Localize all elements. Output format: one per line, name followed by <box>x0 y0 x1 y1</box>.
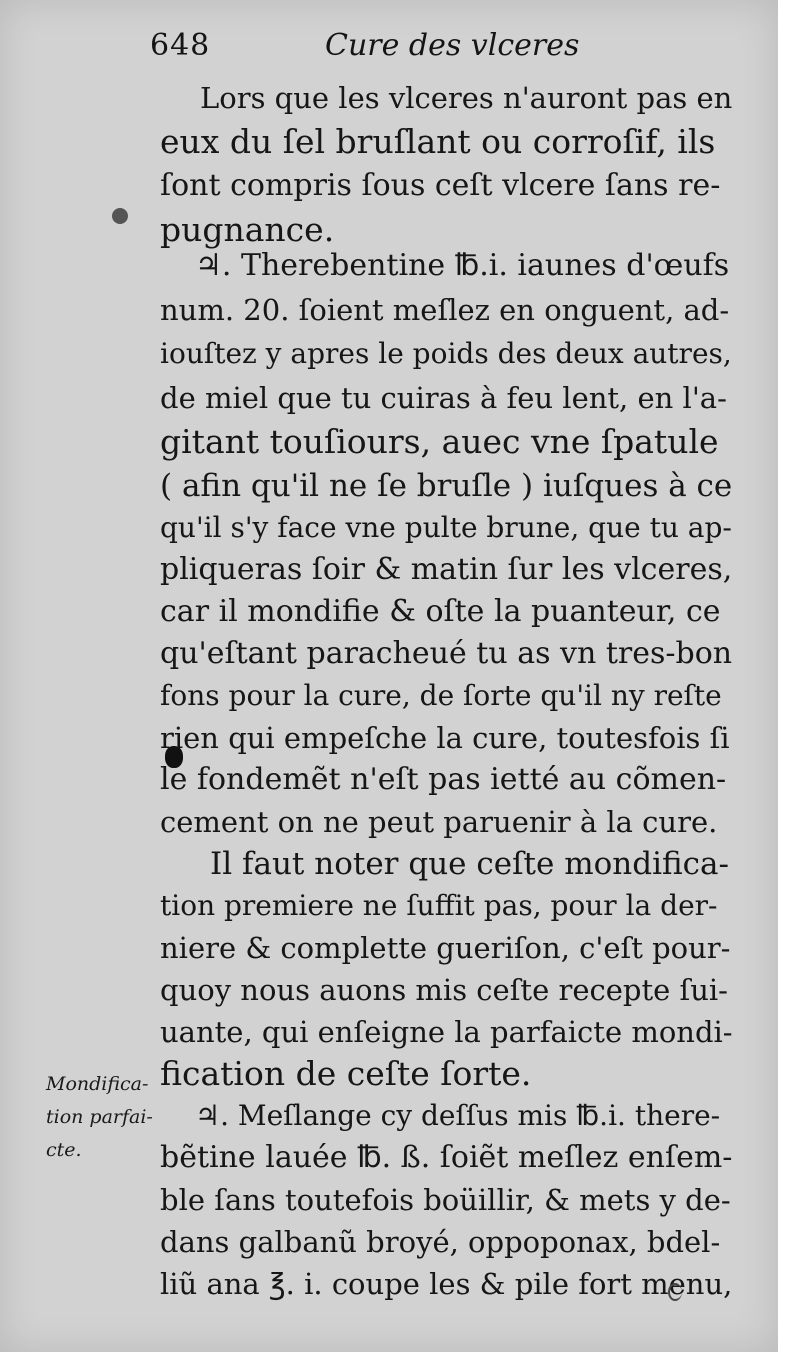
running-title: Cure des vlceres <box>325 28 580 63</box>
page-number: 648 <box>150 28 211 63</box>
text-line: de miel que tu cuiras à feu lent, en l'a- <box>160 381 727 415</box>
margin-note <box>46 1068 166 1167</box>
text-line: num. 20. ſoient meſlez en onguent, ad- <box>160 293 730 327</box>
text-line: qu'eſtant paracheué tu as vn tres-bon <box>160 636 733 671</box>
text-line: pugnance. <box>160 210 335 249</box>
text-line: ( afin qu'il ne ſe bruſle ) iuſques à ce <box>160 468 733 504</box>
text-line: tion premiere ne ſuffit pas, pour la der- <box>160 889 718 922</box>
text-line: car il mondifie & oſte la puanteur, ce <box>160 594 721 629</box>
text-line: rien qui empeſche la cure, toutesfois ſi <box>160 721 730 755</box>
text-line: eux du ſel bruſlant ou corroſif, ils <box>160 122 716 161</box>
text-line: dans galbanũ broyé, oppoponax, bdel- <box>160 1225 721 1259</box>
text-line: uante, qui enſeigne la parfaicte mondi- <box>160 1015 733 1049</box>
text-line: Lors que les vlceres n'auront pas en <box>200 81 733 115</box>
text-line: bẽtine lauée ℔. ß. ſoiẽt meſlez enſem- <box>160 1140 733 1175</box>
text-line: cement on ne peut paruenir à la cure. <box>160 805 718 839</box>
text-line: iouſtez y apres le poids des deux autres, <box>160 337 732 370</box>
text-line: Il faut noter que ceſte mondifica- <box>210 846 729 882</box>
text-line: fication de ceſte ſorte. <box>160 1054 532 1093</box>
text-line: gitant touſiours, auec vne ſpatule <box>160 422 719 461</box>
paper-mark-icon <box>668 1283 682 1301</box>
text-line: qu'il s'y face vne pulte brune, que tu ap- <box>160 511 732 544</box>
margin-note-line: cte. <box>46 1139 82 1161</box>
margin-note-line: tion parfai- <box>46 1106 153 1128</box>
text-line: liũ ana ℥. i. coupe les & pile fort menu, <box>160 1267 733 1301</box>
margin-bullet-icon <box>112 208 128 224</box>
text-line: ♃. Therebentine ℔.i. iaunes d'œufs <box>195 248 730 283</box>
text-line: le fondemẽt n'eſt pas ietté au cõmen- <box>160 762 727 797</box>
text-line: ♃. Meſlange cy deſſus mis ℔.i. there- <box>195 1099 721 1132</box>
text-line: fons pour la cure, de ſorte qu'il ny reſte <box>160 679 722 712</box>
text-line: quoy nous auons mis ceſte recepte ſui- <box>160 973 728 1007</box>
page-edge <box>778 0 800 1352</box>
text-line: niere & complette gueriſon, c'eſt pour- <box>160 931 731 965</box>
margin-note-line: Mondifica- <box>46 1073 149 1095</box>
text-line: ſont compris ſous ceſt vlcere ſans re- <box>160 168 721 203</box>
text-line: ble ſans toutefois boüillir, & mets y de- <box>160 1183 731 1217</box>
text-line: pliqueras ſoir & matin ſur les vlceres, <box>160 552 733 587</box>
